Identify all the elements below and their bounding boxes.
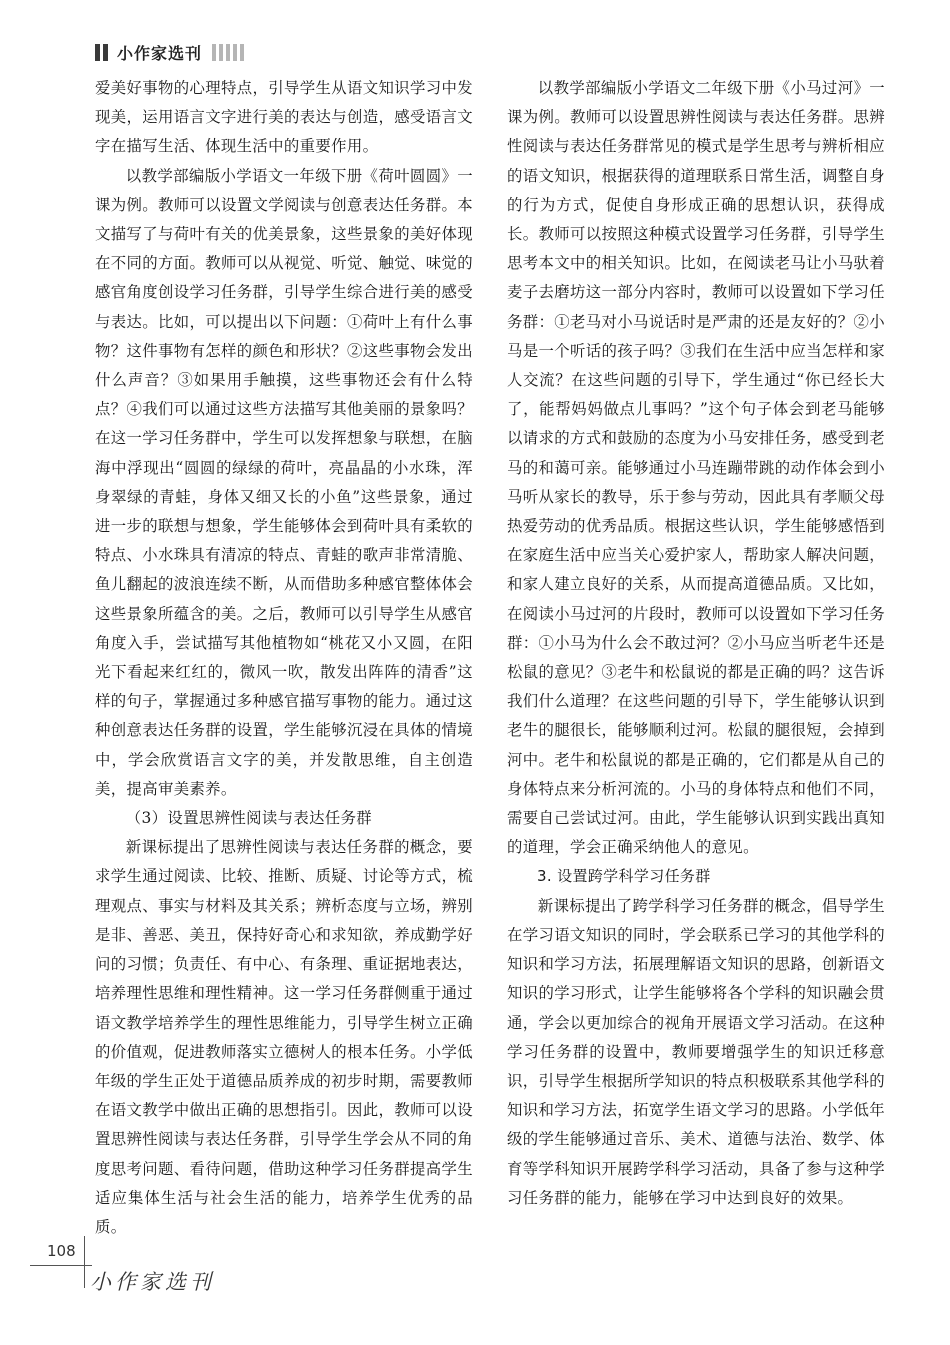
body-paragraph: 以教学部编版小学语文二年级下册《小马过河》一课为例。教师可以设置思辨性阅读与表达任务群。思辨性阅读与表达任务群常见的模式是学生思考与辨析相应的语文知识，根据获得的道理联系日常生活，调整自身的行为方式，促使自身形成正确的思想认识，获得成长。教师可以按照这种模式设置学习任务群，引导学生思考本文中的相关知识。比如，在阅读老马让小马驮着麦子去磨坊这一部分内容时，教师可以设置如下学习任务群：①老马对小马说话时是严肃的还是友好的？②小马是一个听话的孩子吗？③我们在生活中应当怎样和家人交流？在这些问题的引导下，学生通过“你已经长大了，能帮妈妈做点儿事吗？”这个句子体会到老马能够以请求的方式和鼓励的态度为小马安排任务，感受到老马的和蔼可亲。能够通过小马连蹦带跳的动作体会到小马听从家长的教导，乐于参与劳动，因此具有孝顺父母热爱劳动的优秀品质。根据这些认识，学生能够感悟到在家庭生活中应当关心爱护家人，帮助家人解决问题，和家人建立良好的关系，从而提高道德品质。又比如，在阅读小马过河的片段时，教师可以设置如下学习任务群：①小马为什么会不敢过河？②小马应当听老牛还是松鼠的意见？③老牛和松鼠说的都是正确的吗？这告诉我们什么道理？在这些问题的引导下，学生能够认识到老牛的腿很长，能够顺利过河。松鼠的腿很短，会掉到河中。老牛和松鼠说的都是正确的，它们都是从自己的身体特点来分析河流的。小马的身体特点和他们不同，需要自己尝试过河。由此，学生能够认识到实践出真知的道理，学会正确采纳他人的意见。 (507, 79, 885, 857)
header-bar-mark (233, 44, 237, 61)
header-bar-mark (240, 44, 244, 61)
left-column (95, 74, 473, 1242)
header-bar-mark (219, 44, 223, 61)
footer-divider-vertical (84, 1236, 85, 1288)
body-paragraph: 以教学部编版小学语文一年级下册《荷叶圆圆》一课为例。教师可以设置文学阅读与创意表达任务群。本文描写了与荷叶有关的优美景象，这些景象的美好体现在不同的方面。教师可以从视觉、听觉、触觉、味觉的感官角度创设学习任务群，引导学生综合进行美的感受与表达。比如，可以提出以下问题：①荷叶上有什么事物？这件事物有怎样的颜色和形状？②这些事物会发出什么声音？③如果用手触摸，这些事物还会有什么特点？④我们可以通过这些方法描写其他美丽的景象吗？在这一学习任务群中，学生可以发挥想象与联想，在脑海中浮现出“圆圆的绿绿的荷叶，亮晶晶的小水珠，浑身翠绿的青蛙，身体又细又长的小鱼”这些景象，通过进一步的联想与想象，学生能够体会到荷叶具有柔软的特点、小水珠具有清凉的特点、青蛙的歌声非常清脆、鱼儿翻起的波浪连续不断，从而借助多种感官整体体会这些景象所蕴含的美。之后，教师可以引导学生从感官角度入手，尝试描写其他植物如“桃花又小又圆，在阳光下看起来红红的，微风一吹，散发出阵阵的清香”这样的句子，掌握通过多种感官描写事物的能力。通过这种创意表达任务群的设置，学生能够沉浸在具体的情境中，学会欣赏语言文字的美，并发散思维，自主创造美，提高审美素养。 (95, 166, 473, 798)
body-paragraph: 爱美好事物的心理特点，引导学生从语文知识学习中发现美，运用语言文字进行美的表达与创造，感受语言文字在描写生活、体现生活中的重要作用。 (95, 79, 473, 156)
journal-logo: 小作家选刊 (90, 1270, 215, 1294)
header-bar-mark (212, 44, 216, 61)
footer-divider-horizontal (30, 1265, 92, 1266)
header-bar-mark (95, 44, 100, 61)
header-bar-mark (226, 44, 230, 61)
right-column (507, 74, 885, 1213)
body-paragraph: 新课标提出了思辨性阅读与表达任务群的概念，要求学生通过阅读、比较、推断、质疑、讨论等方式，梳理观点、事实与材料及其关系；辨析态度与立场，辨别是非、善恶、美丑，保持好奇心和求知欲，养成勤学好问的习惯；负责任、有中心、有条理、重证据地表达，培养理性思维和理性精神。这一学习任务群侧重于通过语文教学培养学生的理性思维能力，引导学生树立正确的价值观，促进教师落实立德树人的根本任务。小学低年级的学生正处于道德品质养成的初步时期，需要教师在语文教学中做出正确的思想指引。因此，教师可以设置思辨性阅读与表达任务群，引导学生学会从不同的角度思考问题、看待问题，借助这种学习任务群提高学生适应集体生活与社会生活的能力，培养学生优秀的品质。 (95, 838, 473, 1236)
running-header (95, 40, 247, 64)
page-number: 108 (47, 1242, 76, 1260)
body-paragraph: 新课标提出了跨学科学习任务群的概念，倡导学生在学习语文知识的同时，学会联系已学习的其他学科的知识和学习方法，拓展理解语文知识的思路，创新语文知识的学习形式，让学生能够将各个学科的知识融会贯通，学会以更加综合的视角开展语文学习活动。在这种学习任务群的设置中，教师要增强学生的知识迁移意识，引导学生根据所学知识的特点积极联系其他学科的知识和学习方法，拓宽学生语文学习的思路。小学低年级的学生能够通过音乐、美术、道德与法治、数学、体育等学科知识开展跨学科学习活动，具备了参与这种学习任务群的能力，能够在学习中达到良好的效果。 (507, 896, 885, 1207)
page-footer (0, 1230, 260, 1310)
header-bar-mark (103, 44, 108, 61)
journal-title: 小作家选刊 (117, 43, 203, 63)
subsection-heading: （3）设置思辨性阅读与表达任务群 (125, 809, 373, 828)
section-heading: 3. 设置跨学科学习任务群 (537, 867, 711, 886)
